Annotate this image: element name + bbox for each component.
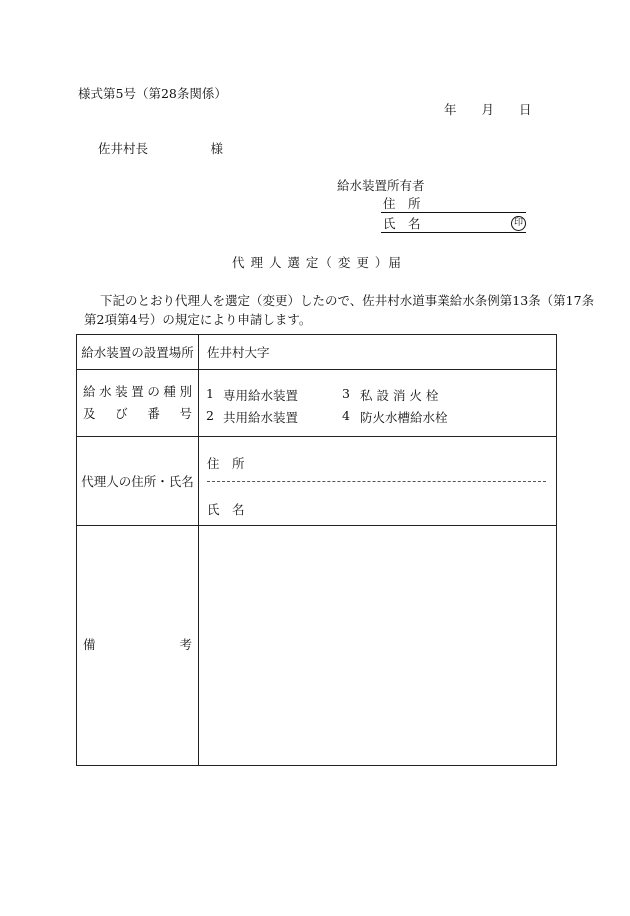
remarks-row bbox=[77, 526, 557, 766]
owner-name-label: 氏 名 bbox=[383, 216, 421, 231]
remarks-value-cell[interactable] bbox=[199, 526, 557, 766]
owner-address-line bbox=[381, 212, 526, 213]
device-type-label-cell bbox=[77, 370, 199, 437]
device-type-options-cell bbox=[199, 370, 557, 437]
document-title: 代 理 人 選 定（ 変 更 ）届 bbox=[232, 255, 402, 270]
device-type-label-line2: 及び番号 bbox=[83, 405, 192, 421]
owner-address-label: 住 所 bbox=[383, 196, 421, 211]
option-3-text[interactable]: 私 設 消 火 栓 bbox=[360, 388, 439, 403]
option-1-num: 1 bbox=[206, 386, 214, 401]
option-4-text[interactable]: 防火水槽給水栓 bbox=[360, 410, 448, 425]
location-label-cell bbox=[77, 335, 199, 370]
location-row bbox=[77, 335, 557, 370]
date-line: 年 月 日 bbox=[444, 102, 532, 117]
agent-divider bbox=[207, 481, 546, 482]
location-label: 給水装置の設置場所 bbox=[81, 345, 194, 360]
option-1-text[interactable]: 専用給水装置 bbox=[223, 388, 299, 403]
agent-label-cell bbox=[77, 437, 199, 526]
option-2-num: 2 bbox=[206, 408, 214, 423]
remarks-label-cell bbox=[77, 526, 199, 766]
agent-value-cell[interactable] bbox=[199, 437, 557, 526]
owner-title: 給水装置所有者 bbox=[337, 178, 425, 193]
device-type-label-line1: 給水装置の種別 bbox=[83, 384, 192, 399]
body-text-line1: 下記のとおり代理人を選定（変更）したので、佐井村水道事業給水条例第13条（第17条 bbox=[100, 293, 595, 308]
seal-mark: 印 bbox=[511, 216, 526, 231]
application-table bbox=[76, 334, 557, 766]
location-value: 佐井村大字 bbox=[207, 345, 270, 360]
addressee: 佐井村長 様 bbox=[98, 141, 224, 156]
option-4-num: 4 bbox=[342, 408, 350, 423]
remarks-label: 備 考 bbox=[83, 637, 192, 653]
agent-address-label: 住 所 bbox=[207, 456, 245, 471]
option-2-text[interactable]: 共用給水装置 bbox=[223, 410, 299, 425]
agent-row bbox=[77, 437, 557, 526]
form-number: 様式第5号（第28条関係） bbox=[78, 86, 227, 101]
agent-name-label: 氏 名 bbox=[207, 502, 245, 517]
body-text-line2: 第2項第4号）の規定により申請します。 bbox=[84, 312, 312, 327]
agent-label: 代理人の住所・氏名 bbox=[81, 474, 194, 489]
owner-name-line bbox=[381, 232, 526, 233]
device-type-row bbox=[77, 370, 557, 437]
location-value-cell[interactable] bbox=[199, 335, 557, 370]
option-3-num: 3 bbox=[342, 386, 350, 401]
